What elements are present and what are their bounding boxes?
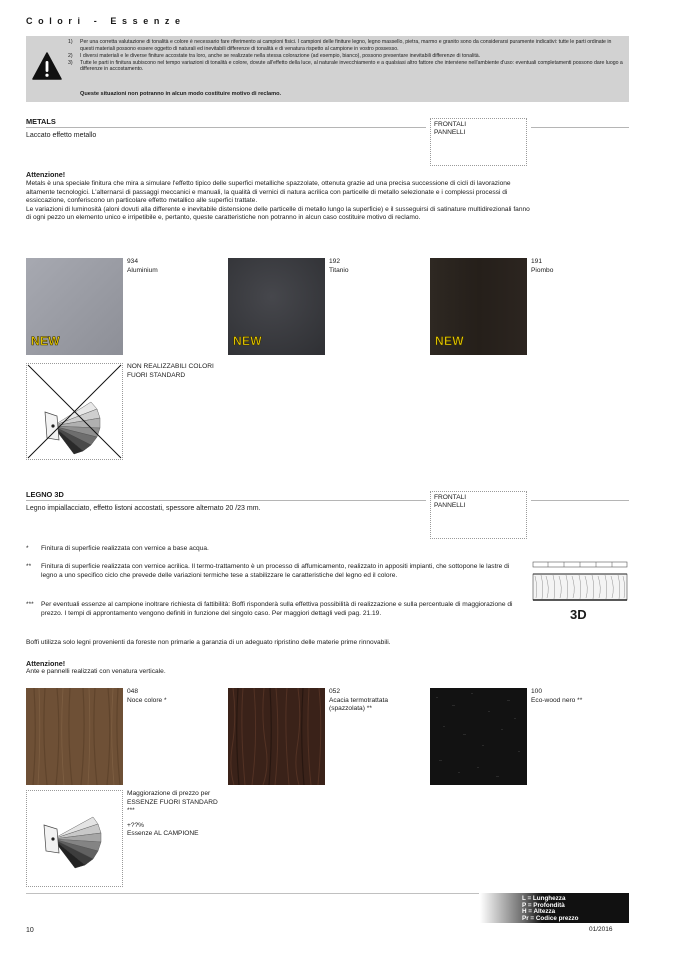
metals-application-box xyxy=(430,118,527,166)
noce-texture xyxy=(26,688,123,785)
new-badge: NEW xyxy=(233,334,262,349)
footnote: ** Finitura di superficie realizzata con vernice acrilica. Il termo-trattamento è un processo di affumicamento, realizzato in appositi impianti, che sottopone le lastre di legno a uno specifico ciclo che prevede delle variazioni termiche tese a stabilizzare le caratteristiche del legno ed il colore. xyxy=(26,563,510,579)
swatch-eco-wood xyxy=(430,688,527,785)
color-fan-crossed-icon xyxy=(27,364,122,459)
swatch-piombo xyxy=(430,258,527,355)
no-custom-colors-label: NON REALIZZABILI COLORI FUORI STANDARD xyxy=(127,363,214,379)
color-fan-icon xyxy=(27,791,122,886)
notice-disclaimer: Queste situazioni non potranno in alcun modo costituire motivo di reclamo. xyxy=(80,91,282,97)
application-frontali: FRONTALI xyxy=(434,494,467,501)
legno3d-title: LEGNO 3D xyxy=(26,490,64,499)
wood-3d-illustration xyxy=(532,560,628,624)
eco-wood-texture xyxy=(430,688,527,785)
acacia-texture xyxy=(228,688,325,785)
new-badge: NEW xyxy=(31,334,60,349)
metals-divider xyxy=(26,127,426,128)
label-3d: 3D xyxy=(570,607,587,622)
footnote: * Finitura di superficie realizzata con vernice a base acqua. xyxy=(26,545,209,552)
new-badge: NEW xyxy=(435,334,464,349)
swatch-label: 048 Noce colore * xyxy=(127,688,167,704)
metals-attention-title: Attenzione! xyxy=(26,170,66,179)
legend-list xyxy=(522,896,579,922)
swatch-label: 192 Titanio xyxy=(329,258,349,274)
metals-subtitle: Laccato effetto metallo xyxy=(26,132,97,139)
wood-planks-icon xyxy=(532,560,628,610)
legend-item: L = Lunghezza xyxy=(522,895,566,902)
footer-divider xyxy=(26,893,479,894)
swatch-label: 934 Aluminium xyxy=(127,258,158,274)
forest-note: Boffi utilizza solo legni provenienti da foreste non primarie a garanzia di un adeguato ripristino delle materie prime rinnovabili. xyxy=(26,639,391,646)
application-pannelli: PANNELLI xyxy=(434,129,466,137)
swatch-label: 191 Piombo xyxy=(531,258,554,274)
metals-attention-text: Metals è una speciale finitura che mira a simulare l'effetto tipico delle superfici metalliche spazzolate, ottenuta grazie ad una precisa successione di cicli di lavorazione altamente tecnologici. L'alternarsi di passaggi meccanici e manuali, la qualità di vernici di natura acrilica con particelle di metallo selezionate e i complessi processi di essiccazione, conferiscono un particolare effetto metallico alle superfici trattate. Le variazioni di luminosità (aloni dovuti alla differente e inevitabile distensione delle particelle di metallo lungo la superficie) e il susseguirsi di satinature multidirezionali fanno di ogni pezzo un elemento unico e irripetibile e, pertanto, queste caratteristiche non potranno in alcun caso costituire motivo di reclamo. xyxy=(26,180,530,222)
legend-item: H = Altezza xyxy=(522,908,556,916)
legno3d-subtitle: Legno impiallacciato, effetto listoni accostati, spessore alternato 20 /23 mm. xyxy=(26,505,261,512)
legno3d-divider xyxy=(26,500,426,501)
page-date: 01/2016 xyxy=(589,926,613,933)
notice-item: 2) I diversi materiali e le diverse finiture accostate tra loro, anche se realizzate nella stessa colorazione (ad esempio, bianco), possono presentare inevitabili differenze di tonalità. xyxy=(68,52,481,59)
surcharge-value: +??% xyxy=(127,821,145,829)
page-title: Colori - Essenze xyxy=(26,16,186,26)
page-number: 10 xyxy=(26,927,34,934)
legno3d-divider-right xyxy=(531,500,629,501)
swatch-titanio xyxy=(228,258,325,355)
metals-divider-right xyxy=(531,127,629,128)
footnote: *** Per eventuali essenze al campione inoltrare richiesta di fattibilità: Boffi risponderà sulla effettiva possibilità di realizzazione e sulla percentuale di maggiorazione di prezzo. I tempi di approntamento vengono definiti in funzione del singolo caso. Per maggiori dettagli vedi pag. 21.19. xyxy=(26,601,513,617)
legno3d-application-box xyxy=(430,491,527,539)
application-pannelli: PANNELLI xyxy=(434,502,466,510)
legend-item: P = Profondità xyxy=(522,901,565,909)
notice-item: 1) Per una corretta valutazione di tonalità e colore è necessario fare riferimento ai campioni fisici. I campioni delle finiture legno, legno massello, pietra, marmo e granito sono da considerarsi puramente indicativi: tutte le parti ordinate in questi materiali possono essere oggetto di naturali ed inevitabili differenze di tonalità e di venatura rispetto al campione in vostro possesso. xyxy=(68,39,612,52)
legno3d-attention-title: Attenzione! xyxy=(26,659,66,668)
swatch-label: 052 Acacia termotrattata (spazzolata) ** xyxy=(329,688,389,713)
swatch-noce xyxy=(26,688,123,785)
custom-essence-box xyxy=(26,790,123,887)
legno3d-attention-text: Ante e pannelli realizzati con venatura verticale. xyxy=(26,668,166,675)
notice-box xyxy=(26,36,629,102)
surcharge-title: Maggiorazione di prezzo per ESSENZE FUORI STANDARD *** xyxy=(127,790,218,815)
no-custom-colors-box xyxy=(26,363,123,460)
surcharge-label xyxy=(127,790,227,839)
application-frontali: FRONTALI xyxy=(434,121,467,128)
notice-list xyxy=(68,39,624,73)
swatch-label: 100 Eco-wood nero ** xyxy=(531,688,583,704)
metals-title: METALS xyxy=(26,117,56,126)
legend-item: Pr = Codice prezzo xyxy=(522,914,579,922)
swatch-acacia xyxy=(228,688,325,785)
notice-item: 3) Tutte le parti in finitura subiscono nel tempo variazioni di tonalità e colore, dovute all'effetto della luce, al naturale invecchiamento e a qualsiasi altro fattore che interviene nell'ambiente d'uso: eventuali completamenti possono dare luogo a differenze in accostamento. xyxy=(68,59,623,73)
swatch-aluminium xyxy=(26,258,123,355)
warning-icon xyxy=(32,52,62,80)
surcharge-note: Essenze AL CAMPIONE xyxy=(127,830,199,838)
